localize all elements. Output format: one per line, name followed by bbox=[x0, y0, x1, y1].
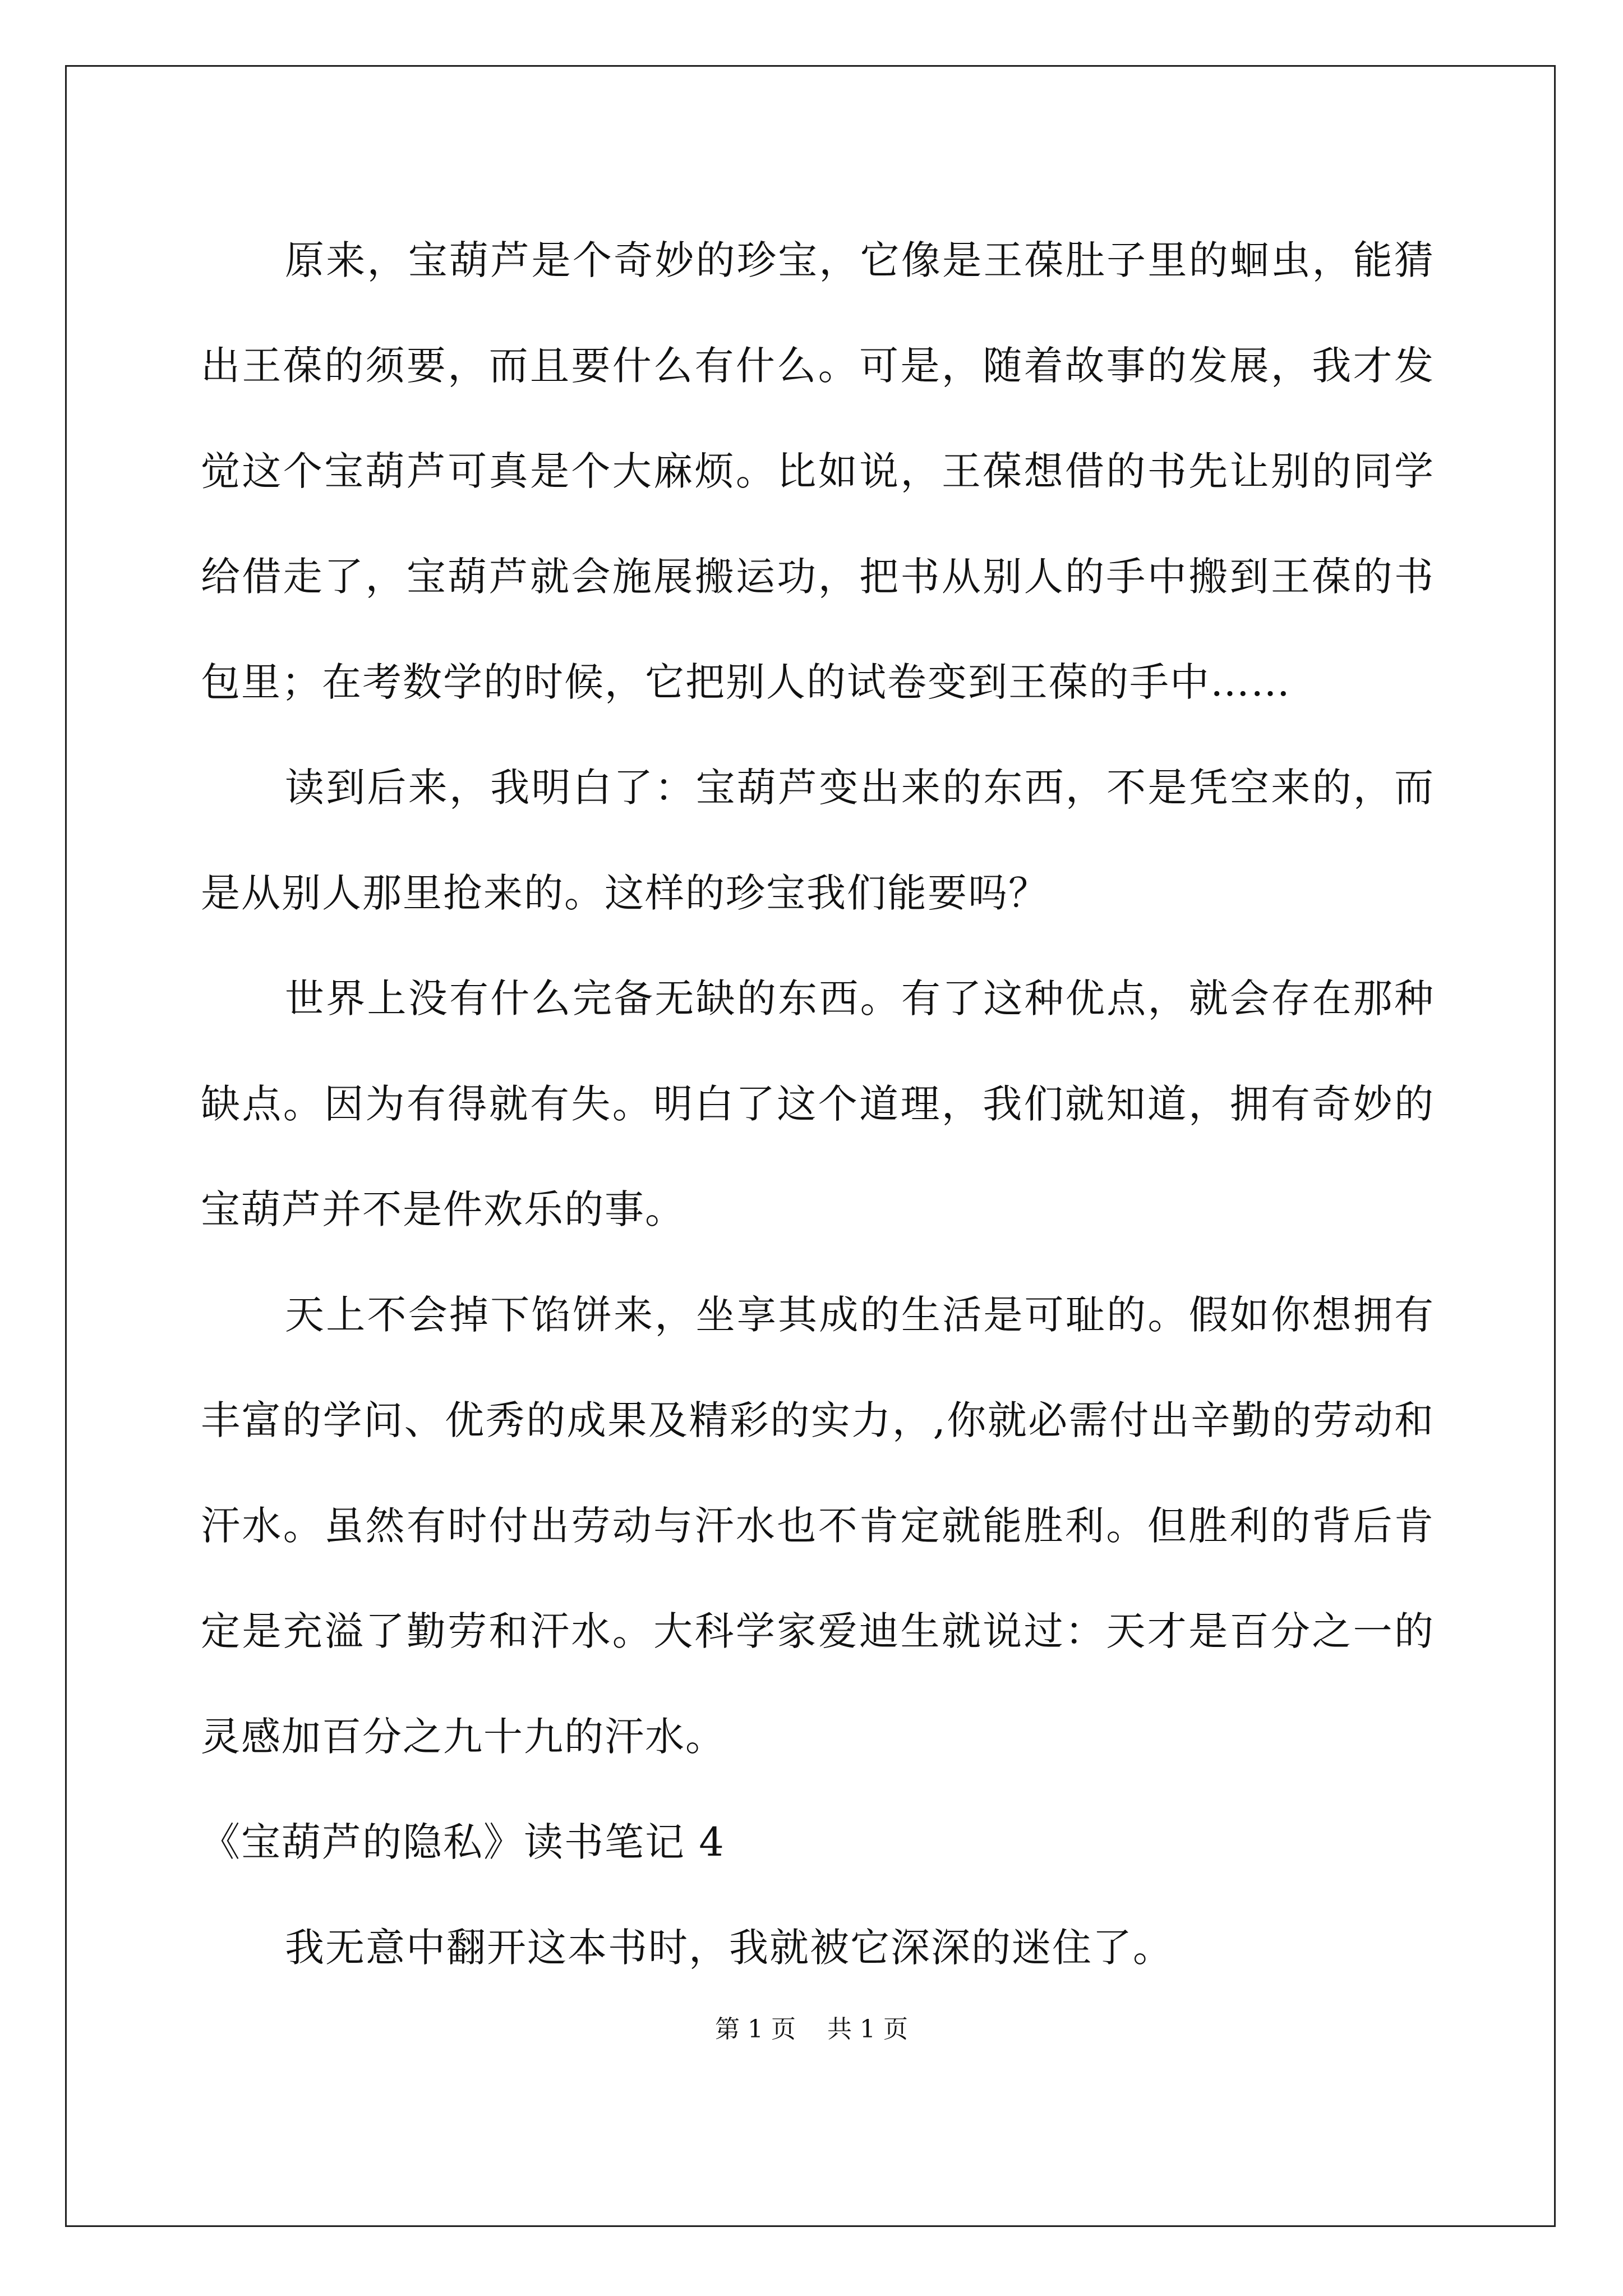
paragraph-5: 我无意中翻开这本书时，我就被它深深的迷住了。 bbox=[285, 1925, 1173, 1971]
paragraph-1: 原来，宝葫芦是个奇妙的珍宝，它像是王葆肚子里的蛔虫，能猜出王葆的须要，而且要什么有什么。可是，随着故事的发展，我才发觉这个宝葫芦可真是个大麻烦。比如说，王葆想借的书先让别的同学给借走了，宝葫芦就会施展搬运功，把书从别人的手中搬到王葆的书包里；在考数学的时候，它把别人的试卷变到王葆的手中…… bbox=[201, 237, 1435, 705]
paragraph-4: 天上不会掉下馅饼来，坐享其成的生活是可耻的。假如你想拥有丰富的学问、优秀的成果及精彩的实力，,你就必需付出辛勤的劳动和汗水。虽然有时付出劳动与汗水也不肯定就能胜利。但胜利的背后肯定是充溢了勤劳和汗水。大科学家爱迪生就说过：天才是百分之一的灵感加百分之九十九的汗水。 bbox=[201, 1292, 1435, 1760]
page-number: 第 1 页 bbox=[715, 2015, 796, 2044]
document-body bbox=[201, 208, 1435, 2000]
paragraph-3: 世界上没有什么完备无缺的东西。有了这种优点，就会存在那种缺点。因为有得就有失。明白了这个道理，我们就知道，拥有奇妙的宝葫芦并不是件欢乐的事。 bbox=[201, 976, 1435, 1232]
paragraph-2: 读到后来，我明白了：宝葫芦变出来的东西，不是凭空来的，而是从别人那里抢来的。这样的珍宝我们能要吗？ bbox=[201, 765, 1435, 916]
page-total: 共 1 页 bbox=[827, 2015, 908, 2044]
page-footer bbox=[0, 2013, 1623, 2046]
section-heading: 《宝葫芦的隐私》读书笔记 4 bbox=[201, 1819, 725, 1865]
